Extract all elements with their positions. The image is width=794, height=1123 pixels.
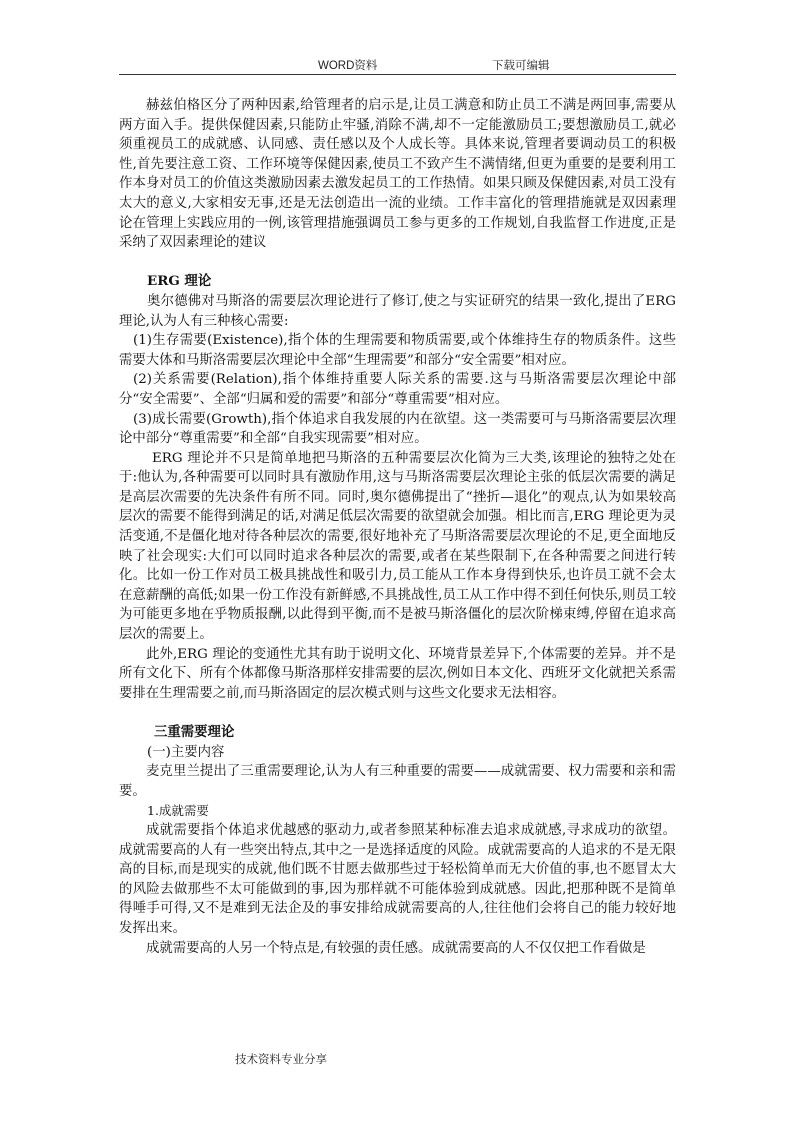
page-footer: 技术资料专业分享 [235,1054,327,1066]
section-heading-three-needs: 三重需要理论 [154,724,235,740]
paragraph-erg-intro: 奥尔德佛对马斯洛的需要层次理论进行了修订,使之与实证研究的结果一致化,提出了ERG 理论,认为人有三种核心需要: [119,293,676,329]
subheading-main-content: (一)主要内容 [147,744,225,760]
section-heading-erg: ERG 理论 [147,273,212,290]
header-right-label: 下载可编辑 [492,60,550,72]
paragraph-growth-need: (3)成长需要(Growth),指个体追求自我发展的内在欲望。这一类需要可与马斯洛需要层次理论中部分“尊重需要”和全部“自我实现需要”相对应。 [119,411,676,447]
paragraph-achievement-responsibility: 成就需要高的人另一个特点是,有较强的责任感。成就需要高的人不仅仅把工作看做是 [146,940,646,956]
paragraph-achievement-need: 成就需要指个体追求优越感的驱动力,或者参照某种标准去追求成就感,寻求成功的欲望。成就需要高的人有一些突出特点,其中之一是选择适度的风险。成就需要高的人追求的不是无限高的目标,而是现实的成就,他们既不甘愿去做那些过于轻松简单而无大价值的事,也不愿冒太大的风险去做那些不太可能做到的事,因为那样就不可能体验到成就感。因此,把那种既不是简单得唾手可得,又不是难到无法企及的事安排给成就需要高的人,往往他们会将自己的能力较好地发挥出来。 [119,822,676,936]
page-header [119,57,676,74]
spacer [119,703,676,723]
paragraph-herzberg-summary: 赫兹伯格区分了两种因素,给管理者的启示是,让员工满意和防止员工不满是两回事,需要从两方面入手。提供保健因素,只能防止牢骚,消除不满,却不一定能激励员工;要想激励员工,就必须重视员工的成就感、认同感、责任感以及个人成长等。具体来说,管理者要调动员工的积极性,首先要注意工资、工作环境等保健因素,使员工不致产生不满情绪,但更为重要的是要利用工作本身对员工的价值这类激励因素去激发起员工的工作热情。如果只顾及保健因素,对员工没有太大的意义,大家相安无事,还是无法创造出一流的业绩。工作丰富化的管理措施就是双因素理论在管理上实践应用的一例,该管理措施强调员工参与更多的工作规划,自我监督工作进度,正是采纳了双因素理论的建议 [119,98,676,251]
paragraph-erg-culture: 此外,ERG 理论的变通性尤其有助于说明文化、环境背景差异下,个体需要的差异。并不是所有文化下、所有个体都像马斯洛那样安排需要的层次,例如日本文化、西班牙文化就把关系需要排在生理需要之前,而马斯洛固定的层次模式则与这些文化要求无法相容。 [119,646,676,701]
subheading-achievement-need: 1.成就需要 [147,803,209,819]
header-left-label: WORD资料 [318,60,378,72]
paragraph-existence-need: (1)生存需要(Existence),指个体的生理需要和物质需要,或个体维持生存的物质条件。这些需要大体和马斯洛需要层次理论中全部“生理需要”和部分“安全需要”相对应。 [119,333,676,368]
paragraph-relation-need: (2)关系需要(Relation),指个体维持重要人际关系的需要.这与马斯洛需要层次理论中部分“安全需要”、全部“归属和爱的需要”和部分“尊重需要”相对应。 [119,372,676,407]
document-body [119,96,676,958]
paragraph-erg-flexibility: ERG 理论并不只是简单地把马斯洛的五种需要层次化简为三大类,该理论的独特之处在于:他认为,各种需要可以同时具有激励作用,这与马斯洛需要层次理论主张的低层次需要的满足是高层次需要的先决条件有所不同。同时,奥尔德佛提出了“挫折—退化”的观点,认为如果较高层次的需要不能得到满足的话,对满足低层次需要的欲望就会加强。相比而言,ERG 理论更为灵活变通,不是僵化地对待各种层次的需要,很好地补充了马斯洛需要层次理论的不足,更全面地反映了社会现实:大们可以同时追求各种层次的需要,或者在某些限制下,在各种需要之间进行转化。比如一份工作对员工极具挑战性和吸引力,员工能从工作本身得到快乐,也许员工就不会太在意薪酬的高低;如果一份工作没有新鲜感,不具挑战性,员工从工作中得不到任何快乐,则员工较为可能更多地在乎物质报酬,以此得到平衡,而不是被马斯洛僵化的层次阶梯束缚,停留在追求高层次的需要上。 [119,450,676,643]
header-divider [119,74,676,75]
paragraph-mcclelland-intro: 麦克里兰提出了三重需要理论,认为人有三种重要的需要——成就需要、权力需要和亲和需要。 [119,764,676,799]
spacer [119,253,676,273]
